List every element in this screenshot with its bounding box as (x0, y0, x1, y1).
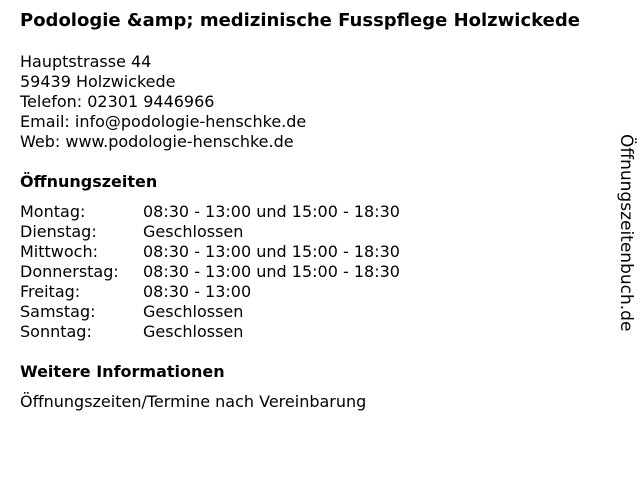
hours-time: Geschlossen (143, 322, 244, 341)
hours-time: Geschlossen (143, 222, 244, 241)
city-line: 59439 Holzwickede (20, 72, 176, 91)
hours-table (20, 202, 600, 342)
hours-time: 08:30 - 13:00 und 15:00 - 18:30 (143, 242, 400, 261)
street-line: Hauptstrasse 44 (20, 52, 152, 71)
hours-row-tuesday (20, 222, 600, 242)
hours-row-sunday (20, 322, 600, 342)
info-title: Weitere Informationen (20, 362, 225, 381)
hours-time: 08:30 - 13:00 (143, 282, 252, 301)
business-card (20, 10, 600, 412)
hours-time: 08:30 - 13:00 und 15:00 - 18:30 (143, 262, 400, 281)
hours-day: Dienstag: (20, 222, 97, 241)
brand-watermark (614, 134, 638, 334)
hours-title: Öffnungszeiten (20, 172, 158, 191)
business-name: Podologie &amp; medizinische Fusspflege Holzwickede (20, 10, 580, 31)
hours-day: Sonntag: (20, 322, 92, 341)
hours-row-saturday (20, 302, 600, 322)
hours-row-friday (20, 282, 600, 302)
hours-day: Mittwoch: (20, 242, 98, 261)
address-block (20, 52, 600, 152)
brand-label: Öffnungszeitenbuch.de (616, 134, 636, 332)
web-line: Web: www.podologie-henschke.de (20, 132, 294, 151)
hours-row-thursday (20, 262, 600, 282)
phone-line: Telefon: 02301 9446966 (20, 92, 215, 111)
hours-day: Donnerstag: (20, 262, 119, 281)
hours-row-monday (20, 202, 600, 222)
email-line: Email: info@podologie-henschke.de (20, 112, 307, 131)
info-text: Öffnungszeiten/Termine nach Vereinbarung (20, 392, 367, 411)
hours-day: Freitag: (20, 282, 81, 301)
hours-day: Samstag: (20, 302, 96, 321)
hours-time: 08:30 - 13:00 und 15:00 - 18:30 (143, 202, 400, 221)
hours-day: Montag: (20, 202, 86, 221)
hours-row-wednesday (20, 242, 600, 262)
hours-time: Geschlossen (143, 302, 244, 321)
